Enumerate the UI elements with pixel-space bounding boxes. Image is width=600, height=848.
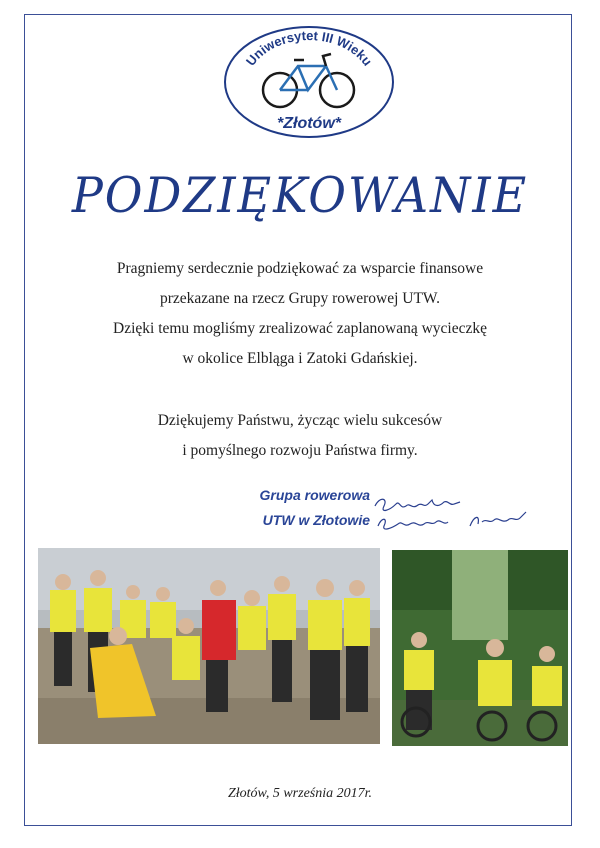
wishes-line: Dziękujemy Państwu, życząc wielu sukcesów xyxy=(157,412,443,429)
logo-top-text: Uniwersytet III Wieku xyxy=(242,27,376,69)
thanks-line: w okolice Elbląga i Zatoki Gdańskiej. xyxy=(182,350,418,367)
group-photo-forest xyxy=(392,550,568,746)
signature-block xyxy=(220,483,370,533)
wishes-paragraph xyxy=(60,406,540,466)
logo-bottom-text: *Złotów* xyxy=(277,115,341,132)
thanks-line: przekazane na rzecz Grupy rowerowej UTW. xyxy=(160,290,440,307)
thanks-line: Dzięki temu mogliśmy zrealizować zaplanowaną wycieczkę xyxy=(113,320,487,337)
handwritten-signature xyxy=(370,492,535,538)
group-photo-beach xyxy=(38,548,380,744)
page-title: PODZIĘKOWANIE xyxy=(71,166,529,224)
thanks-line: Pragniemy serdecznie podziękować za wsparcie finansowe xyxy=(116,260,484,277)
date-place: Złotów, 5 września 2017r. xyxy=(227,786,373,801)
signature-line-2: UTW w Złotowie xyxy=(262,512,370,528)
thanks-paragraph xyxy=(60,254,540,374)
utw-logo xyxy=(222,24,396,140)
signature-line-1: Grupa rowerowa xyxy=(259,487,370,503)
wishes-line: i pomyślnego rozwoju Państwa firmy. xyxy=(182,442,418,459)
